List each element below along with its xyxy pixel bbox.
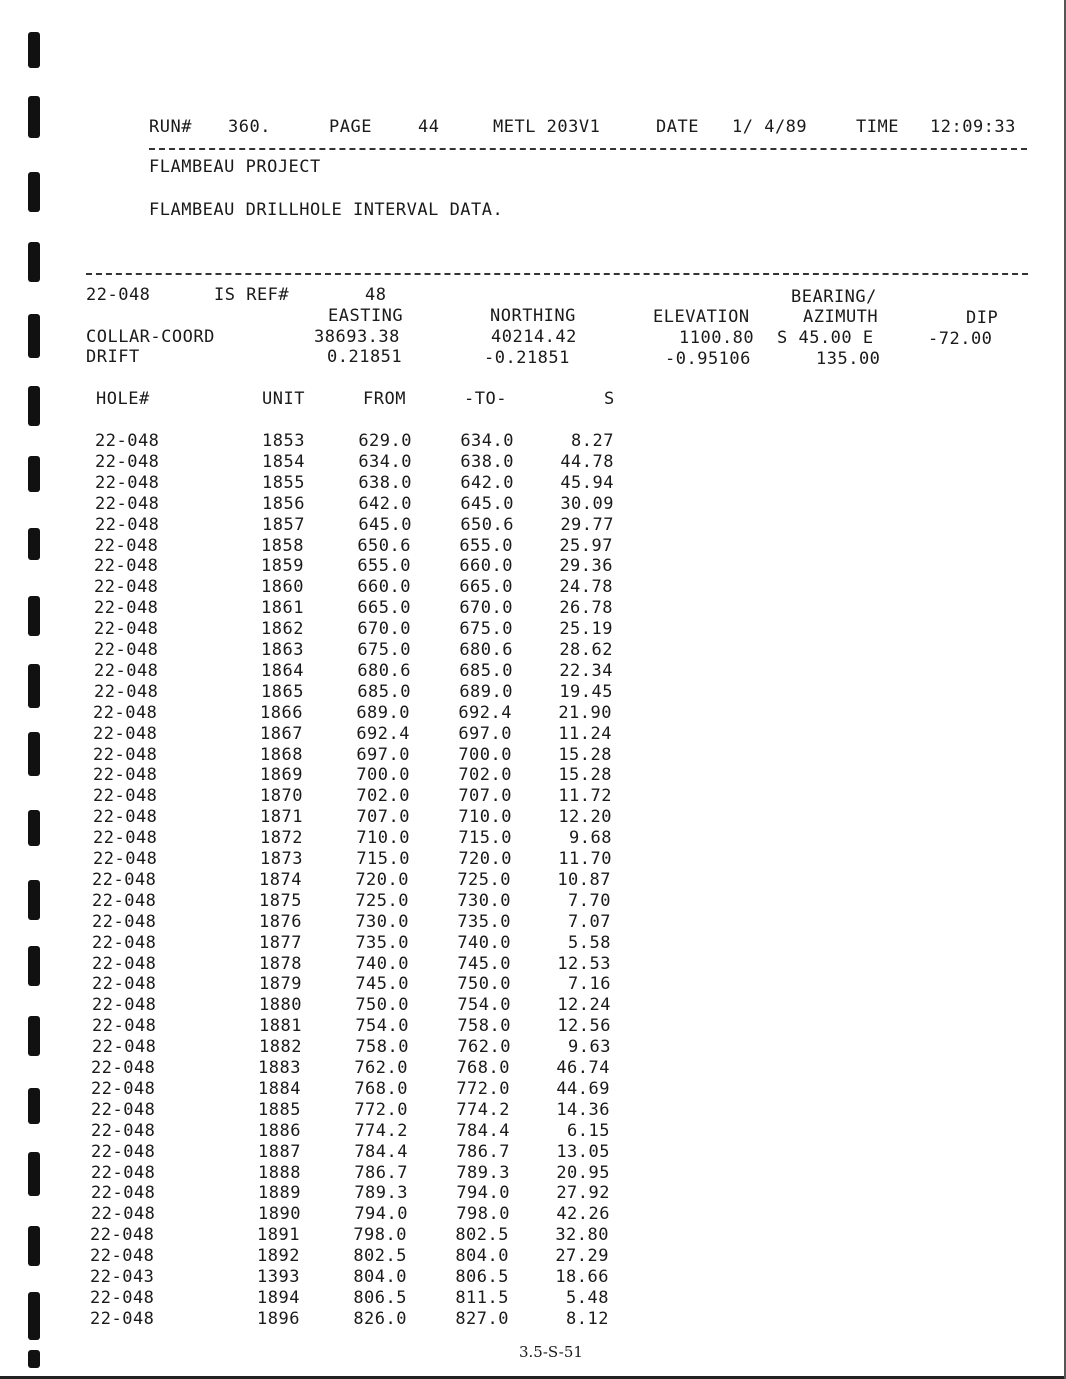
cell-hole: 22-048 [95, 431, 160, 451]
cell-from: 685.0 [357, 681, 411, 702]
cell-s: 11.72 [558, 786, 612, 807]
cell-hole: 22-048 [94, 598, 159, 619]
cell-unit: 1875 [259, 890, 302, 911]
cell-unit: 1889 [258, 1183, 301, 1204]
cell-to: 794.0 [456, 1183, 510, 1204]
cell-to: 811.5 [455, 1287, 509, 1308]
cell-from: 784.4 [354, 1141, 408, 1162]
cell-s: 45.94 [560, 472, 614, 493]
metl-code: METL 203V1 [493, 117, 601, 137]
cell-unit: 1880 [259, 995, 302, 1016]
cell-to: 768.0 [456, 1058, 510, 1078]
cell-s: 9.68 [569, 828, 612, 849]
cell-from: 768.0 [354, 1078, 408, 1099]
cell-to: 665.0 [459, 577, 513, 598]
cell-hole: 22-048 [94, 681, 159, 702]
col-header-to: -TO- [464, 389, 507, 409]
cell-hole: 22-048 [93, 849, 158, 869]
cell-s: 14.36 [556, 1099, 610, 1120]
cell-from: 804.0 [353, 1267, 407, 1287]
cell-from: 710.0 [356, 828, 410, 849]
cell-from: 725.0 [355, 890, 409, 911]
cell-hole: 22-048 [95, 472, 160, 493]
cell-hole: 22-048 [91, 1183, 156, 1204]
cell-to: 730.0 [457, 890, 511, 911]
cell-from: 750.0 [355, 995, 409, 1016]
cell-hole: 22-048 [95, 493, 160, 514]
cell-unit: 1861 [261, 598, 304, 619]
cell-s: 28.62 [559, 640, 613, 660]
cell-to: 789.3 [456, 1162, 510, 1183]
cell-to: 670.0 [459, 598, 513, 619]
collar-dip: -72.00 [928, 329, 993, 349]
cell-unit: 1870 [260, 786, 303, 807]
cell-from: 720.0 [355, 869, 409, 890]
cell-s: 46.74 [556, 1058, 610, 1078]
page-number: 44 [418, 117, 440, 137]
cell-unit: 1877 [259, 932, 302, 953]
cell-unit: 1853 [262, 431, 305, 451]
cell-from: 697.0 [356, 744, 410, 765]
cell-from: 745.0 [355, 974, 409, 995]
cell-to: 758.0 [457, 1016, 511, 1037]
report-title: FLAMBEAU DRILLHOLE INTERVAL DATA. [149, 200, 504, 220]
cell-s: 12.24 [557, 995, 611, 1016]
cell-unit: 1869 [260, 765, 303, 786]
azimuth-header: AZIMUTH [803, 307, 879, 327]
cell-from: 670.0 [357, 619, 411, 640]
cell-from: 789.3 [354, 1183, 408, 1204]
cell-hole: 22-048 [90, 1246, 155, 1267]
cell-unit: 1887 [258, 1141, 301, 1162]
cell-hole: 22-048 [95, 514, 160, 535]
cell-to: 750.0 [457, 974, 511, 995]
date-label: DATE [656, 117, 699, 137]
cell-from: 645.0 [358, 514, 412, 535]
cell-hole: 22-048 [94, 619, 159, 640]
cell-unit: 1862 [261, 619, 304, 640]
cell-s: 8.12 [566, 1308, 609, 1329]
cell-unit: 1867 [260, 723, 303, 744]
cell-s: 7.16 [568, 974, 611, 995]
time-label: TIME [856, 117, 899, 137]
cell-from: 762.0 [354, 1058, 408, 1078]
cell-to: 634.0 [460, 431, 514, 451]
cell-to: 680.6 [459, 640, 513, 660]
cell-s: 24.78 [559, 577, 613, 598]
cell-from: 642.0 [358, 493, 412, 514]
cell-hole: 22-048 [94, 556, 159, 577]
cell-hole: 22-048 [92, 1037, 157, 1058]
cell-hole: 22-048 [91, 1204, 156, 1225]
cell-from: 680.6 [357, 660, 411, 681]
collar-easting: 38693.38 [314, 327, 400, 347]
cell-s: 7.07 [568, 911, 611, 932]
cell-s: 12.20 [558, 807, 612, 828]
cell-hole: 22-048 [94, 660, 159, 681]
cell-from: 689.0 [356, 702, 410, 723]
cell-unit: 1872 [260, 828, 303, 849]
cell-hole: 22-048 [93, 765, 158, 786]
cell-unit: 1896 [257, 1308, 300, 1329]
cell-to: 710.0 [458, 807, 512, 828]
cell-unit: 1864 [261, 660, 304, 681]
cell-s: 25.97 [559, 535, 613, 556]
cell-hole: 22-048 [92, 911, 157, 932]
cell-from: 629.0 [358, 431, 412, 451]
cell-unit: 1879 [259, 974, 302, 995]
cell-s: 30.09 [560, 493, 614, 514]
cell-hole: 22-048 [90, 1287, 155, 1308]
cell-unit: 1890 [258, 1204, 301, 1225]
cell-s: 7.70 [568, 890, 611, 911]
report-time: 12:09:33 [930, 117, 1016, 137]
ref-number: 48 [365, 285, 387, 305]
cell-hole: 22-048 [91, 1099, 156, 1120]
cell-unit: 1888 [258, 1162, 301, 1183]
page-footer-code: 3.5-S-51 [519, 1343, 583, 1361]
cell-unit: 1873 [260, 849, 303, 869]
cell-to: 802.5 [455, 1225, 509, 1246]
cell-s: 5.48 [566, 1287, 609, 1308]
cell-from: 826.0 [353, 1308, 407, 1329]
project-name: FLAMBEAU PROJECT [149, 157, 321, 177]
bearing-header: BEARING/ [791, 287, 877, 307]
section-divider [86, 273, 1028, 275]
cell-unit: 1884 [258, 1078, 301, 1099]
col-header-unit: UNIT [262, 389, 305, 409]
cell-to: 745.0 [457, 953, 511, 974]
cell-unit: 1393 [257, 1267, 300, 1287]
cell-s: 26.78 [559, 598, 613, 619]
drift-northing: -0.21851 [484, 348, 570, 368]
cell-from: 650.6 [357, 535, 411, 556]
collar-northing: 40214.42 [491, 327, 577, 347]
cell-s: 9.63 [568, 1037, 611, 1058]
cell-from: 754.0 [355, 1016, 409, 1037]
cell-s: 20.95 [556, 1162, 610, 1183]
cell-to: 762.0 [457, 1037, 511, 1058]
collar-elevation: 1100.80 [679, 328, 755, 348]
cell-s: 10.87 [557, 869, 611, 890]
cell-unit: 1881 [259, 1016, 302, 1037]
report-date: 1/ 4/89 [732, 117, 808, 137]
drift-azimuth: 135.00 [816, 349, 881, 369]
cell-to: 827.0 [455, 1308, 509, 1329]
cell-to: 638.0 [460, 451, 514, 472]
cell-from: 702.0 [356, 786, 410, 807]
cell-s: 27.29 [555, 1246, 609, 1267]
cell-to: 786.7 [456, 1141, 510, 1162]
cell-to: 725.0 [457, 869, 511, 890]
cell-s: 44.69 [556, 1078, 610, 1099]
cell-to: 804.0 [455, 1246, 509, 1267]
cell-from: 740.0 [355, 953, 409, 974]
cell-unit: 1885 [258, 1099, 301, 1120]
drift-elevation: -0.95106 [665, 349, 751, 369]
cell-s: 15.28 [558, 765, 612, 786]
cell-from: 802.5 [353, 1246, 407, 1267]
cell-to: 660.0 [459, 556, 513, 577]
dip-header: DIP [966, 308, 999, 328]
cell-unit: 1855 [262, 472, 305, 493]
cell-from: 675.0 [357, 640, 411, 660]
hole-id: 22-048 [86, 285, 151, 305]
cell-from: 772.0 [354, 1099, 408, 1120]
cell-s: 44.78 [560, 451, 614, 472]
col-header-hole: HOLE# [96, 389, 150, 409]
cell-unit: 1865 [261, 681, 304, 702]
cell-hole: 22-048 [92, 1016, 157, 1037]
header-divider [149, 148, 1027, 150]
cell-hole: 22-048 [90, 1308, 155, 1329]
cell-from: 798.0 [353, 1225, 407, 1246]
cell-s: 12.53 [557, 953, 611, 974]
cell-unit: 1854 [262, 451, 305, 472]
cell-s: 11.24 [558, 723, 612, 744]
cell-s: 6.15 [567, 1120, 610, 1141]
cell-from: 758.0 [355, 1037, 409, 1058]
cell-to: 774.2 [456, 1099, 510, 1120]
cell-hole: 22-048 [94, 640, 159, 660]
cell-from: 774.2 [354, 1120, 408, 1141]
cell-from: 715.0 [356, 849, 410, 869]
cell-hole: 22-048 [95, 451, 160, 472]
cell-s: 27.92 [556, 1183, 610, 1204]
cell-hole: 22-048 [92, 974, 157, 995]
cell-from: 700.0 [356, 765, 410, 786]
cell-unit: 1857 [262, 514, 305, 535]
cell-unit: 1894 [257, 1287, 300, 1308]
cell-unit: 1874 [259, 869, 302, 890]
cell-from: 806.5 [353, 1287, 407, 1308]
cell-unit: 1871 [260, 807, 303, 828]
cell-hole: 22-048 [93, 702, 158, 723]
cell-to: 642.0 [460, 472, 514, 493]
cell-hole: 22-048 [92, 890, 157, 911]
cell-s: 11.70 [558, 849, 612, 869]
cell-from: 735.0 [355, 932, 409, 953]
cell-unit: 1882 [259, 1037, 302, 1058]
northing-header: NORTHING [490, 306, 576, 326]
cell-from: 665.0 [357, 598, 411, 619]
cell-hole: 22-048 [93, 828, 158, 849]
cell-unit: 1892 [257, 1246, 300, 1267]
cell-unit: 1859 [261, 556, 304, 577]
cell-s: 22.34 [559, 660, 613, 681]
cell-unit: 1860 [261, 577, 304, 598]
cell-to: 754.0 [457, 995, 511, 1016]
cell-hole: 22-048 [91, 1078, 156, 1099]
cell-s: 15.28 [558, 744, 612, 765]
collar-bearing: S 45.00 E [777, 328, 874, 348]
cell-from: 730.0 [355, 911, 409, 932]
cell-unit: 1866 [260, 702, 303, 723]
cell-unit: 1883 [258, 1058, 301, 1078]
cell-to: 675.0 [459, 619, 513, 640]
cell-to: 650.6 [460, 514, 514, 535]
cell-hole: 22-043 [90, 1267, 155, 1287]
cell-to: 655.0 [459, 535, 513, 556]
easting-header: EASTING [328, 306, 404, 326]
cell-hole: 22-048 [93, 744, 158, 765]
cell-unit: 1886 [258, 1120, 301, 1141]
cell-hole: 22-048 [92, 995, 157, 1016]
cell-to: 702.0 [458, 765, 512, 786]
cell-from: 660.0 [357, 577, 411, 598]
cell-s: 13.05 [556, 1141, 610, 1162]
cell-s: 29.77 [560, 514, 614, 535]
cell-s: 12.56 [557, 1016, 611, 1037]
cell-unit: 1858 [261, 535, 304, 556]
run-label: RUN# [149, 117, 192, 137]
cell-from: 634.0 [358, 451, 412, 472]
cell-s: 42.26 [556, 1204, 610, 1225]
cell-s: 5.58 [568, 932, 611, 953]
cell-unit: 1891 [257, 1225, 300, 1246]
cell-s: 29.36 [559, 556, 613, 577]
cell-to: 784.4 [456, 1120, 510, 1141]
cell-to: 689.0 [459, 681, 513, 702]
cell-to: 798.0 [456, 1204, 510, 1225]
cell-to: 806.5 [455, 1267, 509, 1287]
cell-hole: 22-048 [92, 869, 157, 890]
cell-to: 645.0 [460, 493, 514, 514]
cell-unit: 1868 [260, 744, 303, 765]
cell-hole: 22-048 [94, 535, 159, 556]
drift-easting: 0.21851 [327, 347, 403, 367]
cell-from: 692.4 [356, 723, 410, 744]
ref-label: IS REF# [214, 285, 290, 305]
cell-from: 655.0 [357, 556, 411, 577]
cell-s: 18.66 [555, 1267, 609, 1287]
cell-to: 735.0 [457, 911, 511, 932]
cell-unit: 1878 [259, 953, 302, 974]
col-header-from: FROM [363, 389, 406, 409]
cell-to: 685.0 [459, 660, 513, 681]
cell-from: 638.0 [358, 472, 412, 493]
elevation-header: ELEVATION [653, 307, 750, 327]
cell-s: 25.19 [559, 619, 613, 640]
cell-hole: 22-048 [94, 577, 159, 598]
cell-hole: 22-048 [91, 1058, 156, 1078]
cell-hole: 22-048 [91, 1120, 156, 1141]
cell-s: 21.90 [558, 702, 612, 723]
page-label: PAGE [329, 117, 372, 137]
cell-hole: 22-048 [91, 1141, 156, 1162]
cell-from: 707.0 [356, 807, 410, 828]
cell-hole: 22-048 [92, 932, 157, 953]
drift-label: DRIFT [86, 347, 140, 367]
cell-hole: 22-048 [90, 1225, 155, 1246]
cell-hole: 22-048 [92, 953, 157, 974]
cell-to: 700.0 [458, 744, 512, 765]
cell-from: 794.0 [354, 1204, 408, 1225]
cell-unit: 1863 [261, 640, 304, 660]
col-header-s: S [604, 389, 615, 409]
cell-hole: 22-048 [91, 1162, 156, 1183]
cell-to: 720.0 [458, 849, 512, 869]
cell-to: 715.0 [458, 828, 512, 849]
cell-hole: 22-048 [93, 786, 158, 807]
cell-unit: 1856 [262, 493, 305, 514]
cell-unit: 1876 [259, 911, 302, 932]
cell-hole: 22-048 [93, 807, 158, 828]
cell-to: 740.0 [457, 932, 511, 953]
collar-label: COLLAR-COORD [86, 327, 215, 347]
cell-to: 707.0 [458, 786, 512, 807]
cell-s: 32.80 [555, 1225, 609, 1246]
cell-to: 697.0 [458, 723, 512, 744]
cell-hole: 22-048 [93, 723, 158, 744]
cell-s: 8.27 [571, 431, 614, 451]
cell-s: 19.45 [559, 681, 613, 702]
cell-to: 772.0 [456, 1078, 510, 1099]
run-number: 360. [228, 117, 271, 137]
cell-from: 786.7 [354, 1162, 408, 1183]
cell-to: 692.4 [458, 702, 512, 723]
